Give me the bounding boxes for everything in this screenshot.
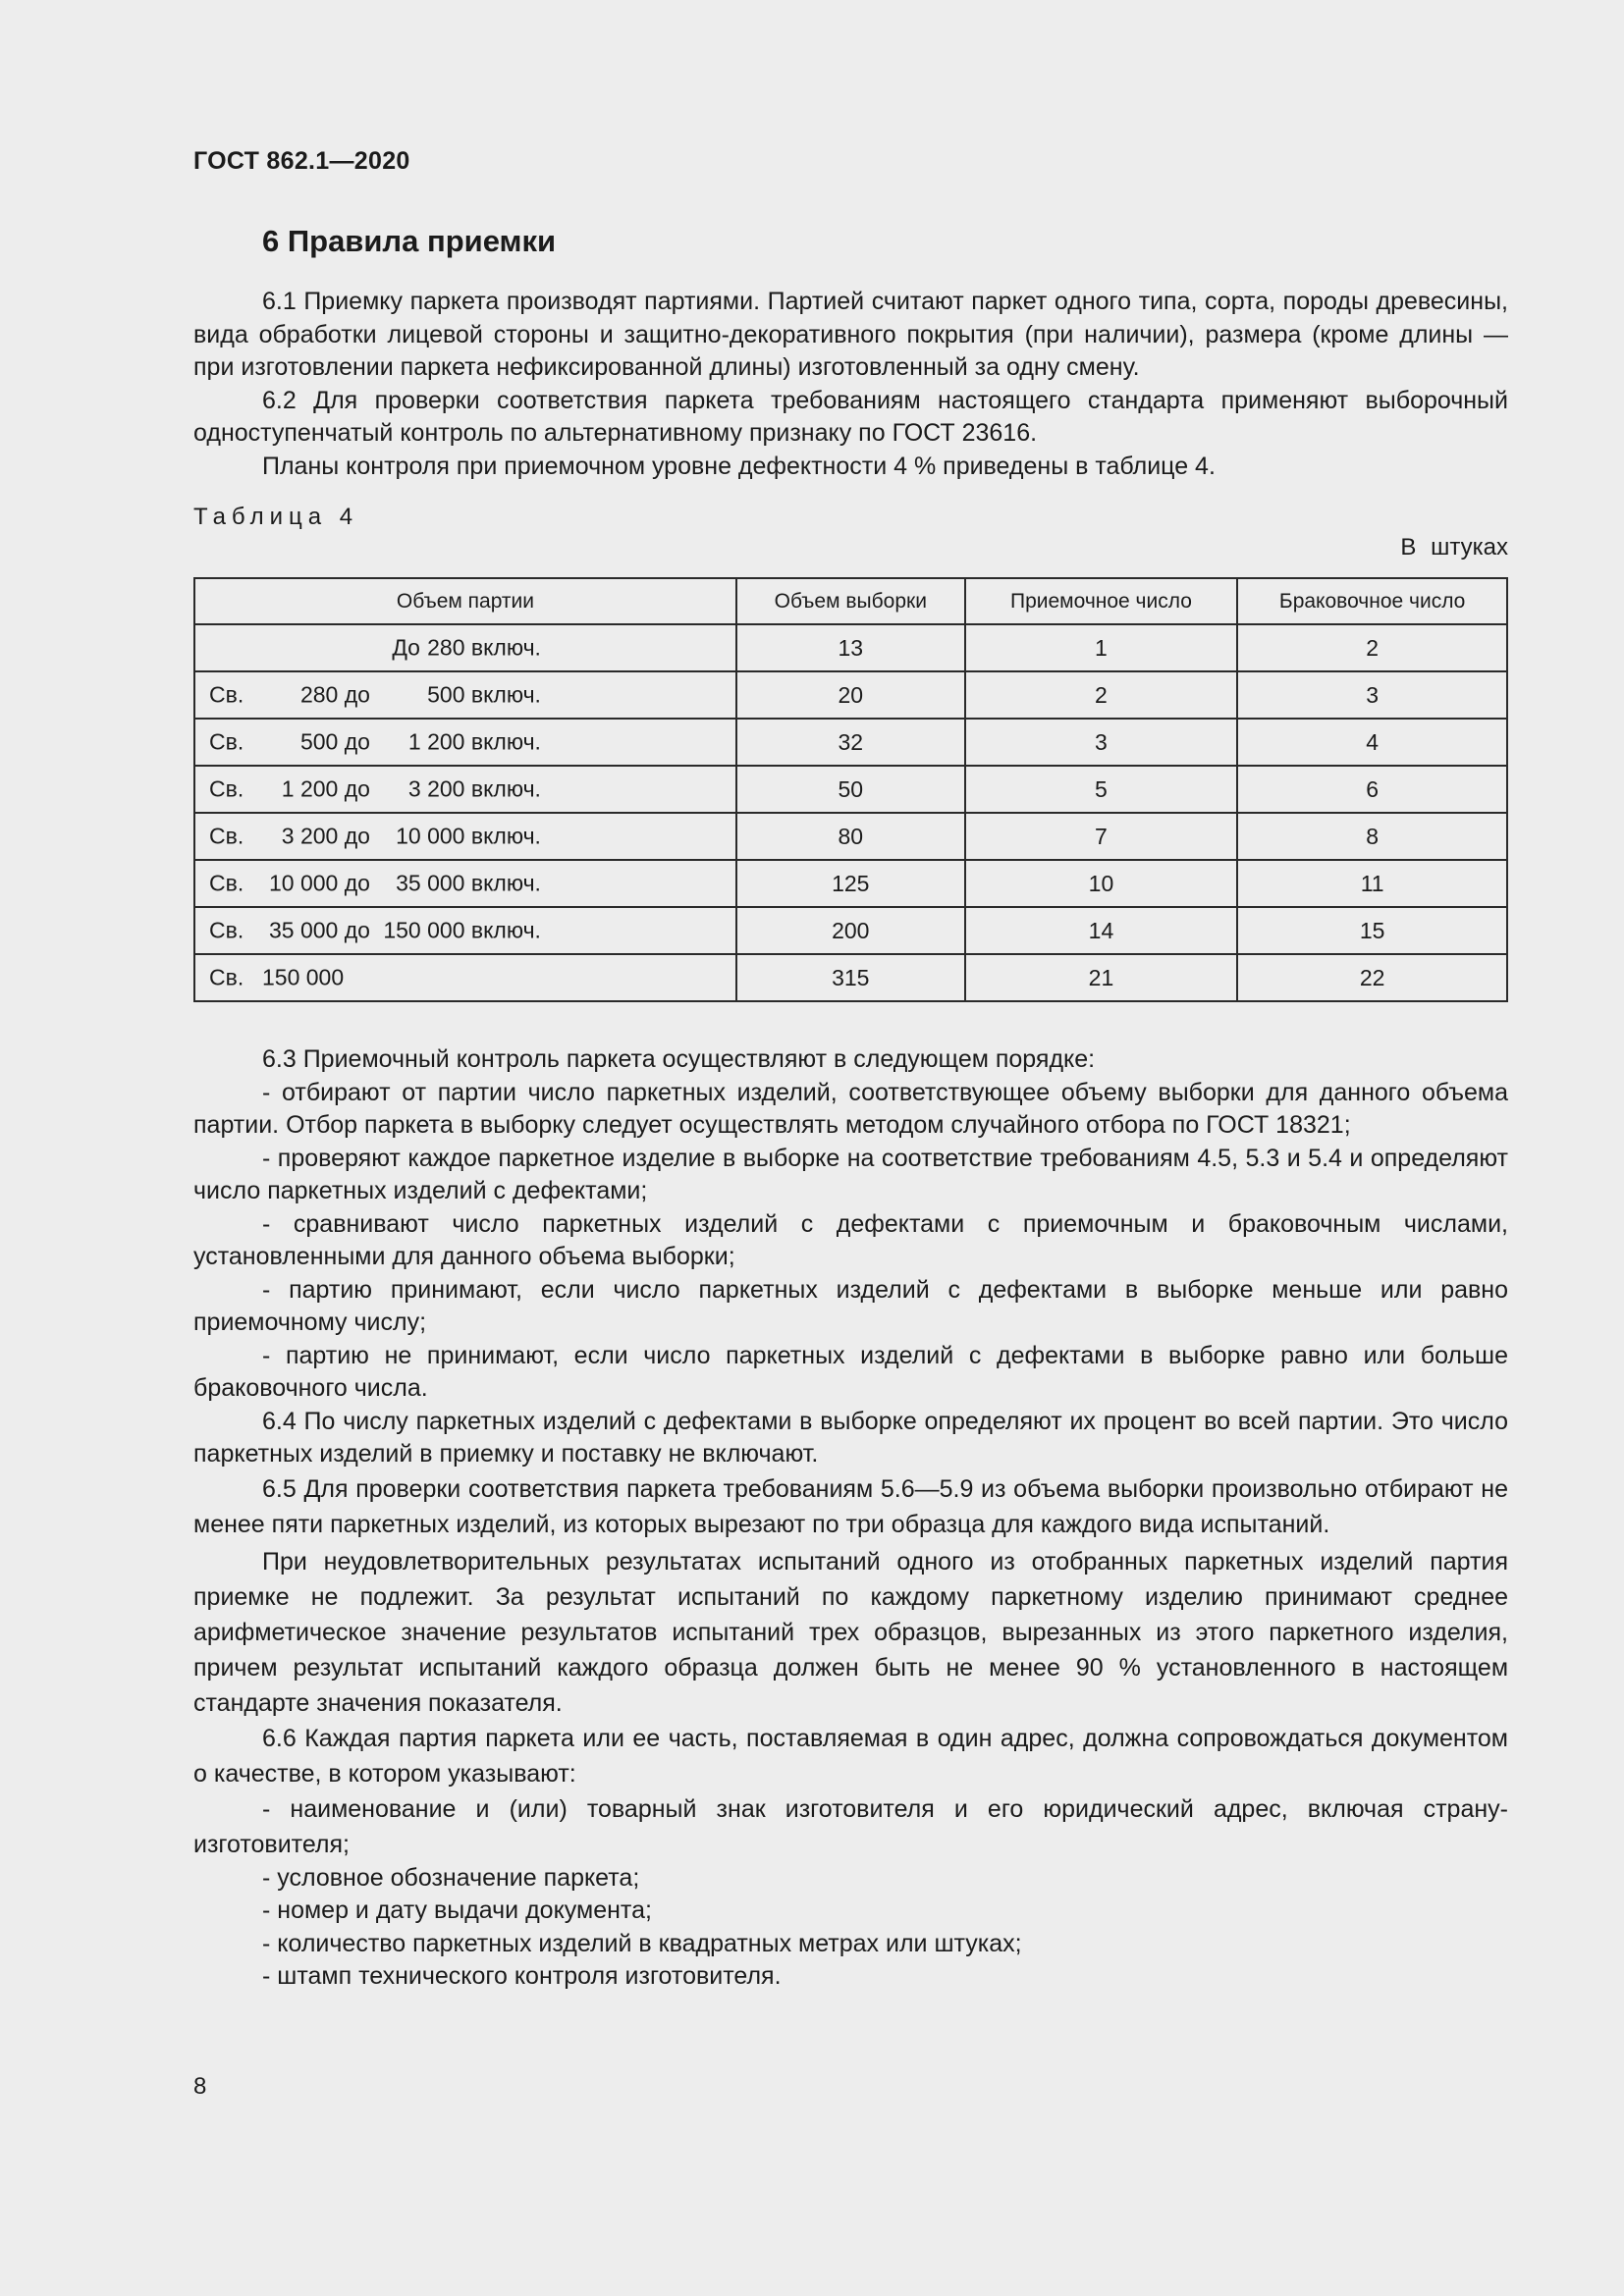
rejection-number-cell: 8 [1237, 813, 1507, 860]
header-sample-size: Объем выборки [736, 578, 965, 624]
procedure-paragraphs [193, 1043, 1508, 1994]
lot-to: 1 200 включ. [407, 728, 541, 755]
lot-from: 35 000 до [269, 917, 370, 943]
acceptance-number-cell: 2 [965, 671, 1238, 719]
acceptance-table [193, 577, 1508, 1002]
lot-size-cell [194, 766, 736, 813]
list-item: - сравнивают число паркетных изделий с дефектами с приемочным и браковочным числами, установленными для данного объема выборки; [193, 1209, 1508, 1270]
acceptance-number-cell: 5 [965, 766, 1238, 813]
rejection-number-cell: 4 [1237, 719, 1507, 766]
lot-prefix: Св. [209, 823, 244, 849]
lot-to: 150 000 включ. [383, 917, 541, 943]
table-row [194, 813, 1507, 860]
acceptance-number-cell: 1 [965, 624, 1238, 671]
intro-paragraphs [193, 286, 1508, 483]
lot-from: 280 до [299, 681, 370, 708]
lot-prefix: Св. [209, 775, 244, 802]
section-title: 6 Правила приемки [262, 224, 557, 258]
acceptance-number-cell: 10 [965, 860, 1238, 907]
lot-from: До [392, 634, 420, 661]
lot-from: 1 200 до [281, 775, 370, 802]
rejection-number-cell: 15 [1237, 907, 1507, 954]
table-row [194, 624, 1507, 671]
sample-size-cell: 13 [736, 624, 965, 671]
lot-from: 3 200 до [281, 823, 370, 849]
lot-to: 280 включ. [427, 634, 541, 661]
table-row [194, 766, 1507, 813]
sample-size-cell: 200 [736, 907, 965, 954]
paragraph-6-4: 6.4 По числу паркетных изделий с дефектами в выборке определяют их процент во всей партии. Это число паркетных изделий в приемку и поставку не включают. [193, 1407, 1508, 1468]
header-lot-size: Объем партии [194, 578, 736, 624]
rejection-number-cell: 6 [1237, 766, 1507, 813]
rejection-number-cell: 3 [1237, 671, 1507, 719]
acceptance-number-cell: 7 [965, 813, 1238, 860]
table-row [194, 954, 1507, 1001]
sample-size-cell: 125 [736, 860, 965, 907]
sample-size-cell: 80 [736, 813, 965, 860]
list-item: - условное обозначение паркета; [262, 1863, 640, 1892]
acceptance-number-cell: 21 [965, 954, 1238, 1001]
lot-from: 500 до [299, 728, 370, 755]
sample-size-cell: 50 [736, 766, 965, 813]
paragraph-6-1: 6.1 Приемку паркета производят партиями. Партией считают паркет одного типа, сорта, породы древесины, вида обработки лицевой стороны и защитно-декоративного покрытия (при наличии), размера (кроме длины — при изготовлении паркета нефиксированной длины) изготовленный за одну смену. [193, 288, 1508, 381]
table-row [194, 719, 1507, 766]
sample-size-cell: 20 [736, 671, 965, 719]
lot-prefix: Св. [209, 964, 244, 990]
rejection-number-cell: 22 [1237, 954, 1507, 1001]
paragraph-test-results: При неудовлетворительных результатах испытаний одного из отобранных паркетных изделий партия приемке не подлежит. За результат испытаний по каждому паркетному изделию принимают среднее арифметическое значение результатов испытаний трех образцов, вырезанных из этого паркетного изделия, причем результат испытаний каждого образца должен быть не менее 90 % установленного в настоящем стандарте значения показателя. [193, 1547, 1508, 1717]
table-row [194, 907, 1507, 954]
sample-size-cell: 32 [736, 719, 965, 766]
list-item: - количество паркетных изделий в квадратных метрах или штуках; [262, 1929, 1022, 1957]
lot-from: 10 000 до [269, 870, 370, 896]
lot-prefix: Св. [209, 917, 244, 943]
table-row [194, 671, 1507, 719]
table-header-row [194, 578, 1507, 624]
list-item: - номер и дату выдачи документа; [262, 1896, 652, 1924]
paragraph-6-3: 6.3 Приемочный контроль паркета осуществляют в следующем порядке: [262, 1045, 1096, 1073]
list-item: - партию принимают, если число паркетных изделий с дефектами в выборке меньше или равно приемочному числу; [193, 1275, 1508, 1336]
list-item: - наименование и (или) товарный знак изготовителя и его юридический адрес, включая страну-изготовителя; [193, 1794, 1508, 1858]
lot-size-cell [194, 813, 736, 860]
list-item: - проверяют каждое паркетное изделие в выборке на соответствие требованиям 4.5, 5.3 и 5.4 и определяют число паркетных изделий с дефектами; [193, 1144, 1508, 1204]
standard-code-header: ГОСТ 862.1—2020 [193, 147, 410, 175]
paragraph-6-2: 6.2 Для проверки соответствия паркета требованиям настоящего стандарта применяют выборочный одноступенчатый контроль по альтернативному признаку по ГОСТ 23616. [193, 386, 1508, 447]
lot-prefix: Св. [209, 681, 244, 708]
paragraph-6-5: 6.5 Для проверки соответствия паркета требованиям 5.6—5.9 из объема выборки произвольно отбирают не менее пяти паркетных изделий, из которых вырезают по три образца для каждого вида испытаний. [193, 1474, 1508, 1538]
lot-prefix: Св. [209, 870, 244, 896]
lot-size-cell [194, 954, 736, 1001]
lot-to: 10 000 включ. [396, 823, 541, 849]
table-caption: Таблица 4 [193, 504, 359, 530]
lot-to: 500 включ. [427, 681, 541, 708]
lot-from: 150 000 [262, 964, 345, 990]
acceptance-number-cell: 14 [965, 907, 1238, 954]
header-rejection-number: Браковочное число [1237, 578, 1507, 624]
paragraph-6-6: 6.6 Каждая партия паркета или ее часть, поставляемая в один адрес, должна сопровождаться документом о качестве, в котором указывают: [193, 1724, 1508, 1788]
lot-to: 35 000 включ. [396, 870, 541, 896]
header-acceptance-number: Приемочное число [965, 578, 1238, 624]
lot-size-cell [194, 624, 736, 671]
lot-size-cell [194, 671, 736, 719]
list-item: - партию не принимают, если число паркетных изделий с дефектами в выборке равно или больше браковочного числа. [193, 1341, 1508, 1402]
list-item: - отбирают от партии число паркетных изделий, соответствующее объему выборки для данного объема партии. Отбор паркета в выборку следует осуществлять методом случайного отбора по ГОСТ 18321; [193, 1078, 1508, 1139]
paragraph-plans: Планы контроля при приемочном уровне дефектности 4 % приведены в таблице 4. [262, 452, 1216, 480]
rejection-number-cell: 2 [1237, 624, 1507, 671]
table-unit: В штуках [1400, 534, 1508, 561]
list-item: - штамп технического контроля изготовителя. [262, 1962, 782, 1990]
rejection-number-cell: 11 [1237, 860, 1507, 907]
lot-size-cell [194, 907, 736, 954]
table-row [194, 860, 1507, 907]
lot-prefix: Св. [209, 728, 244, 755]
lot-to: 3 200 включ. [407, 775, 541, 802]
page-number: 8 [193, 2073, 207, 2100]
lot-size-cell [194, 860, 736, 907]
lot-size-cell [194, 719, 736, 766]
sample-size-cell: 315 [736, 954, 965, 1001]
acceptance-number-cell: 3 [965, 719, 1238, 766]
